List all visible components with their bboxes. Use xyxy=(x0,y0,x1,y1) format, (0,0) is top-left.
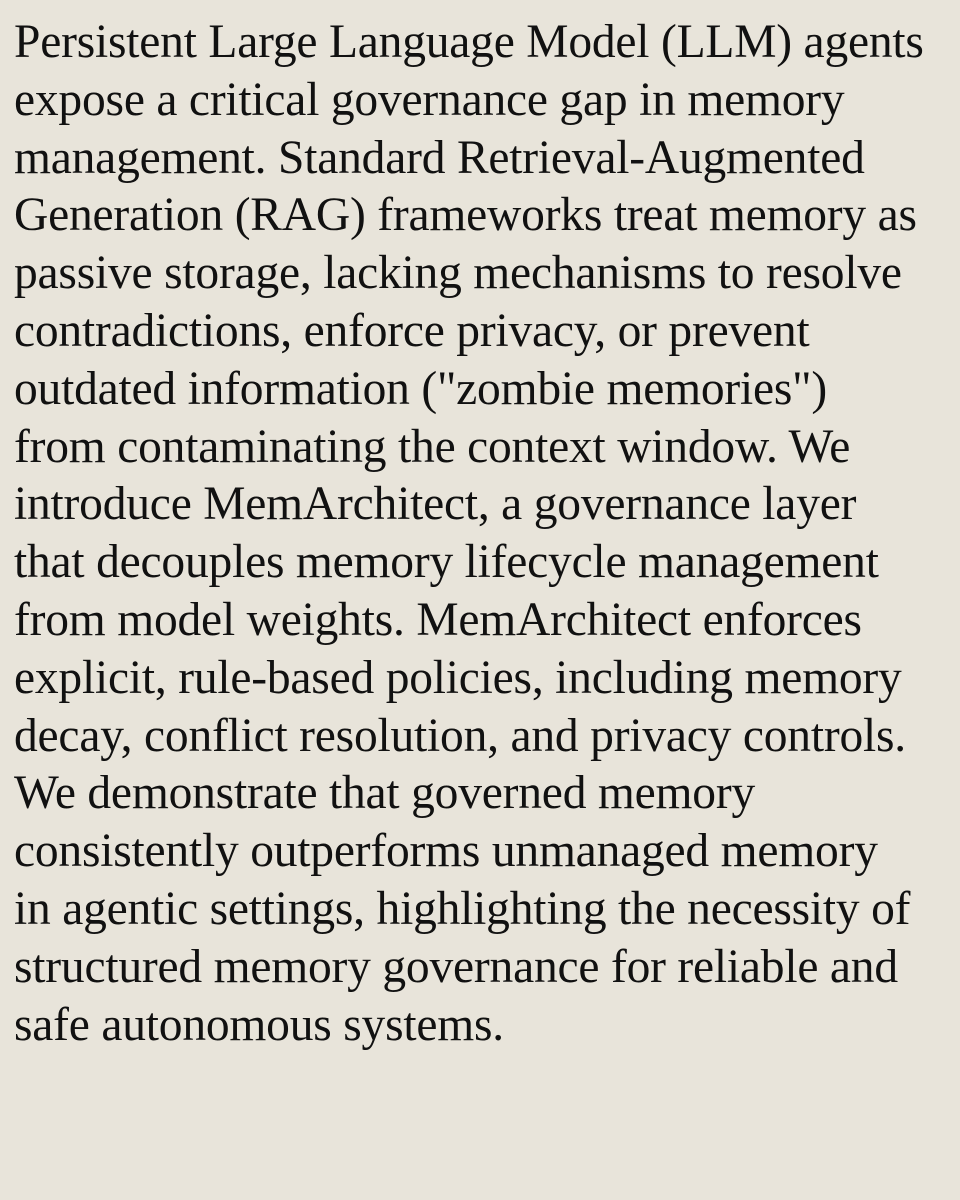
abstract-line: decay, conflict resolution, and privacy controls. xyxy=(14,709,906,762)
abstract-line: passive storage, lacking mechanisms to resolve xyxy=(14,247,902,300)
abstract-line: management. Standard Retrieval-Augmented xyxy=(14,131,865,184)
abstract-paragraph xyxy=(14,14,950,1054)
abstract-line: explicit, rule-based policies, including memory xyxy=(14,651,902,704)
abstract-line: structured memory governance for reliable and xyxy=(14,940,898,993)
abstract-line: We demonstrate that governed memory xyxy=(14,767,756,820)
abstract-line: that decouples memory lifecycle management xyxy=(14,536,879,589)
abstract-line: in agentic settings, highlighting the necessity of xyxy=(14,882,911,935)
abstract-line: Generation (RAG) frameworks treat memory as xyxy=(14,189,917,242)
abstract-line: from model weights. MemArchitect enforces xyxy=(14,593,862,646)
abstract-line: contradictions, enforce privacy, or prevent xyxy=(14,304,810,357)
abstract-line: from contaminating the context window. We xyxy=(14,420,851,473)
abstract-line: introduce MemArchitect, a governance layer xyxy=(14,478,857,531)
abstract-line: safe autonomous systems. xyxy=(14,998,504,1051)
abstract-line: expose a critical governance gap in memory xyxy=(14,73,845,126)
abstract-line: outdated information ("zombie memories") xyxy=(14,362,827,415)
abstract-line: consistently outperforms unmanaged memory xyxy=(14,825,878,878)
abstract-line: Persistent Large Language Model (LLM) agents xyxy=(14,16,924,68)
